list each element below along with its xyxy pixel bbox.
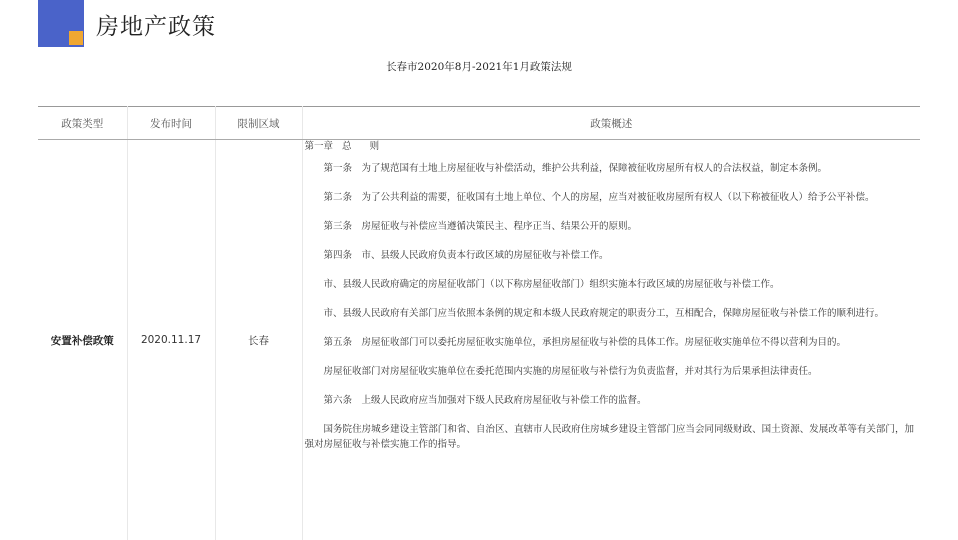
overview-paragraph: 第一条 为了规范国有土地上房屋征收与补偿活动，维护公共利益，保障被征收房屋所有权人的合法权益，制定本条例。 [305,161,915,176]
policy-table [38,106,920,540]
overview-paragraph: 第三条 房屋征收与补偿应当遵循决策民主、程序正当、结果公开的原则。 [305,219,915,234]
logo-orange-square [69,31,83,45]
header-policy-type: 政策类型 [38,107,127,140]
overview-paragraph: 第六条 上级人民政府应当加强对下级人民政府房屋征收与补偿工作的监督。 [305,393,915,408]
table-row [38,140,920,540]
cell-publish-date: 2020.11.17 [127,140,215,540]
overview-chapter: 第一章 总 则 [305,140,915,154]
overview-paragraph: 市、县级人民政府确定的房屋征收部门（以下称房屋征收部门）组织实施本行政区域的房屋征收与补偿工作。 [305,277,915,292]
page-subtitle: 长春市2020年8月-2021年1月政策法规 [0,59,958,74]
table-header-row [38,107,920,140]
header-overview: 政策概述 [302,107,920,140]
overview-text [303,140,921,540]
overview-paragraph: 第四条 市、县级人民政府负责本行政区域的房屋征收与补偿工作。 [305,248,915,263]
cell-policy-type: 安置补偿政策 [38,140,127,540]
cell-overview [302,140,920,540]
cell-region: 长春 [215,140,302,540]
overview-paragraph: 房屋征收部门对房屋征收实施单位在委托范围内实施的房屋征收与补偿行为负责监督，并对其行为后果承担法律责任。 [305,364,915,379]
header-publish-date: 发布时间 [127,107,215,140]
header-region: 限制区域 [215,107,302,140]
overview-paragraph: 国务院住房城乡建设主管部门和省、自治区、直辖市人民政府住房城乡建设主管部门应当会同同级财政、国土资源、发展改革等有关部门，加强对房屋征收与补偿实施工作的指导。 [305,422,915,452]
overview-paragraph: 市、县级人民政府有关部门应当依照本条例的规定和本级人民政府规定的职责分工，互相配合，保障房屋征收与补偿工作的顺利进行。 [305,306,915,321]
page-title: 房地产政策 [96,8,216,41]
overview-paragraph: 第五条 房屋征收部门可以委托房屋征收实施单位，承担房屋征收与补偿的具体工作。房屋征收实施单位不得以营利为目的。 [305,335,915,350]
overview-paragraph: 第二条 为了公共利益的需要，征收国有土地上单位、个人的房屋，应当对被征收房屋所有权人（以下称被征收人）给予公平补偿。 [305,190,915,205]
